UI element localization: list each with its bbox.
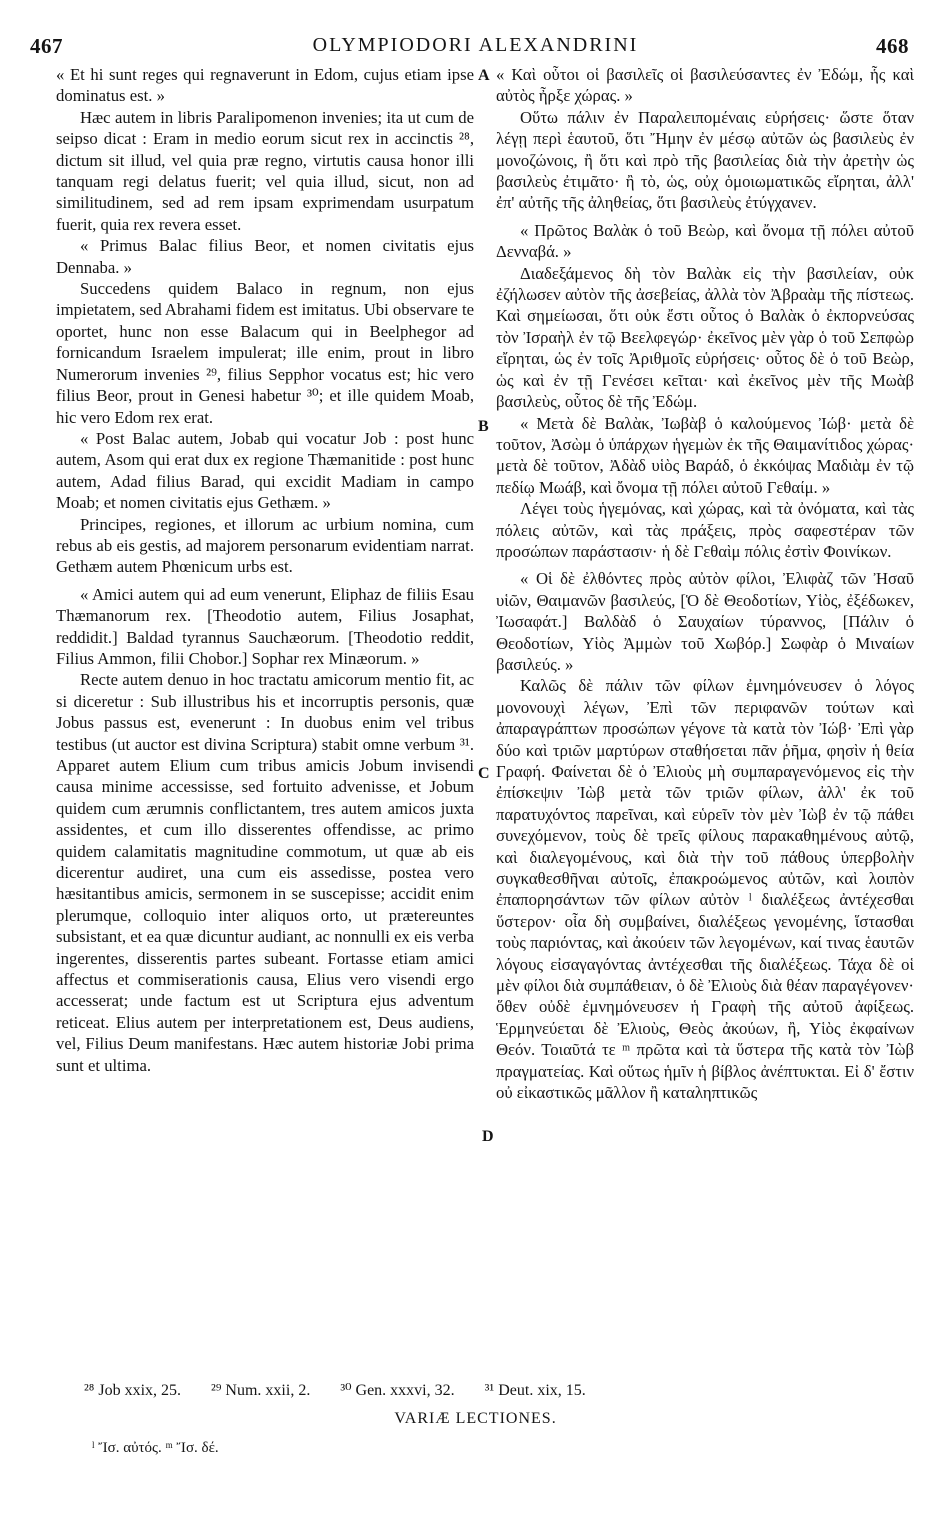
latin-paragraph: « Amici autem qui ad eum venerunt, Eliphaz de filiis Esau Thæmanorum rex. [Theodotio autem, Filius Josaphat, reddidit.] Baldad tyrannus Sauchæorum. [Theodotio reddit, Filius Ammon, filii Chobor.] Sophar rex Minæorum. » — [56, 584, 474, 668]
greek-column — [496, 64, 914, 1104]
greek-paragraph: « Πρῶτος Βαλὰκ ὁ τοῦ Βεὼρ, καὶ ὄνομα τῇ πόλει αὐτοῦ Δενναβά. » — [496, 220, 914, 262]
greek-paragraph: Λέγει τοὺς ἡγεμόνας, καὶ χώρας, καὶ τὰ ὀνόματα, καὶ τὰς πόλεις αὐτῶν, καὶ τὰς πράξεις, πρὸς σαφεστέραν τῶν προσώπων παράστασιν· ἡ δὲ Γεθαὶμ πόλις ἐστὶν Φοινίκων. — [496, 499, 914, 561]
latin-paragraph: Succedens quidem Balaco in regnum, non ejus impietatem, sed Abrahami fidem est imitatus. Ubi observare te oportet, hunc non esse Balacum qui in Beelphegor ad fornicandum Israelem impulerat; ille enim, prout in libro Numerorum invenies ²⁹, filius Sepphor vocatus est; hic vero filius Beor, prout in Genesi habetur ³⁰; et ille quidem Moab, hic vero Edom rex erat. — [56, 279, 475, 427]
greek-paragraph: « Καὶ οὗτοι οἱ βασιλεῖς οἱ βασιλεύσαντες ἐν Ἐδώμ, ἧς καὶ αὐτὸς ἦρξε χώρας. » — [496, 65, 914, 106]
latin-paragraph: Hæc autem in libris Paralipomenon invenies; ita ut cum de seipso dicat : Eram in medio eorum sicut rex in accinctis ²⁸, dictum sit illud, vel quia præ regno, virtutis causa honor illi tanquam regi delatus fuerit; vel quia illud, sicut, non ad similitudinem, sed ad rem ipsam exprimendam usurpatum fuerit, quia rex revera esset. — [56, 107, 474, 234]
page-header — [0, 34, 951, 60]
latin-column — [56, 64, 474, 1076]
latin-paragraph: « Et hi sunt reges qui regnaverunt in Edom, cujus etiam ipse dominatus est. » — [56, 65, 474, 106]
greek-paragraph: Οὕτω πάλιν ἐν Παραλειπομέναις εὑρήσεις· ὥστε ὅταν λέγῃ περὶ ἑαυτοῦ, ὅτι Ἤμην ἐν μέσῳ αὐτῶν ὡς βασιλεὺς ἐν μονοζώνοις, ἢ ὅτι καὶ πρὸ τῆς βασιλείας διὰ τὴν ἀρετὴν ὡς βασιλεὺς ἐτιμᾶτο· ἢ τὸ, ὡς, οὐχ ὁμοιωματικῶς εἴρηται, ἀλλ' ἐπ' αὐτῆς τῆς ἀληθείας, ὅτι βασιλεὺς ἐτύγχανεν. — [496, 107, 914, 213]
page-number-left: 467 — [30, 34, 63, 58]
latin-paragraph: Principes, regiones, et illorum ac urbium nomina, cum rebus ab eis gestis, ad majorem personarum evidentiam narrat. Gethæm autem Phœnicum urbs est. — [56, 514, 474, 577]
section-marker-a: A — [478, 67, 490, 84]
footnote: ²⁸ Job xxix, 25. — [84, 1382, 182, 1399]
greek-paragraph: « Μετὰ δὲ Βαλὰκ, Ἰωβὰβ ὁ καλούμενος Ἰώβ· μετὰ δὲ τοῦτον, Ἀσὼμ ὁ ὑπάρχων ἡγεμὼν ἐκ τῆς Θαιμανίτιδος χώρας· μετὰ δὲ τοῦτον, Ἀδὰδ υἱὸς Βαράδ, ὁ ἐκκόψας Μαδιὰμ ἐν τῷ πεδίῳ Μωάβ, καὶ ὄνομα τῇ πόλει αὐτοῦ Γεθαίμ. » — [496, 413, 914, 497]
section-marker-c: C — [478, 765, 490, 782]
variae-lectiones-text: ˡ Ἴσ. αὐτός. ᵐ Ἴσ. δέ. — [92, 1440, 219, 1456]
latin-paragraph: Recte autem denuo in hoc tractatu amicorum mentio fit, ac si diceretur : Sub illustribus his et incorruptis personis, quæ Jobus passus est, evenerunt : In duobus enim vel tribus testibus (ut auctor est divina Scriptura) stabit omne verbum ³¹. Apparet autem Elium cum tribus amicis Jobum invisendi causa minime accessisse, sed fortuito advenisse, et Jobum quidem cum ærumnis conflictantem, tres autem amicos juxta assidentes, et cum illo disserentes offendisse, ac primo quidem calamitatis magnitudine commotum, ut quæ ab eis dicerentur audiret, una cum eis assedisse, postea vero hæsitantibus amicis, sermonem in se suscepisse; accidit enim plerumque, colloquio inter aliquos orto, ut prætereuntes subsistant, et ea quæ dicuntur audiant, ac nonnulli ex eis verba ingerentes, disserentis partes subeant. Fortasse etiam amici affectus et commiserationis causa, Elius vero visendi ergo accesserat; unde factum est ut Scriptura ejus adventum reticeat. Elius autem per interpretationem est, Deus audiens, vel, Filius Deum manifestans. Hæc autem historiæ Jobi prima sunt et ultima. — [56, 670, 474, 1075]
page-number-right: 468 — [876, 34, 909, 58]
running-title: OLYMPIODORI ALEXANDRINI — [312, 34, 639, 56]
section-marker-d: D — [482, 1128, 494, 1145]
footnote: ³⁰ Gen. xxxvi, 32. — [340, 1382, 455, 1399]
footnote: ²⁹ Num. xxii, 2. — [211, 1382, 311, 1399]
variae-lectiones-heading: VARIÆ LECTIONES. — [394, 1410, 557, 1427]
greek-paragraph: Διαδεξάμενος δὴ τὸν Βαλὰκ εἰς τὴν βασιλείαν, οὐκ ἐζήλωσεν αὐτὸν τῆς ἀσεβείας, ἀλλὰ τὸν Ἀβραὰμ τῆς πίστεως. Καὶ σημείωσαι, ὅτι οὐκ ἔστι οὗτος ὁ Βαλὰκ ὁ ἐκπορνεύσας τὸν Ἰσραὴλ ἐν τῷ Βεελφεγώρ· ἐκεῖνος μὲν γὰρ ὁ τοῦ Σεπφὼρ εἴρηται, ὡς ἐν τοῖς Ἀριθμοῖς εὑρήσεις· οὗτος δὲ ὁ τοῦ Βεὼρ, ὡς καὶ ἐν τῇ Γενέσει κεῖται· καὶ ἐκεῖνος μὲν τῆς Μωὰβ βασιλεὺς, οὗτος δὲ τῆς Ἐδώμ. — [496, 263, 914, 412]
section-marker-b: B — [478, 418, 489, 435]
latin-paragraph: « Post Balac autem, Jobab qui vocatur Job : post hunc autem, Asom qui erat dux ex regione Thæmanitide : post hunc autem, Adad filius Barad, qui excidit Madiam in campo Moab; et nomen civitatis ejus Gethæm. » — [56, 428, 474, 513]
greek-paragraph: Καλῶς δὲ πάλιν τῶν φίλων ἐμνημόνευσεν ὁ λόγος μονονουχὶ λέγων, Ἐπὶ τῶν περιφανῶν τούτων καὶ ἀπαραγράπτων προσώπων γέγονε τὰ κατὰ τὸν Ἰώβ· Ἐπὶ γὰρ δύο καὶ τριῶν μαρτύρων σταθήσεται πᾶν ῥῆμα, φησὶν ἡ θεία Γραφή. Φαίνεται δὲ ὁ Ἐλιοὺς μὴ συμπαραγενόμενος εἰς τὴν ἐπίσκεψιν Ἰὼβ μετὰ τῶν τριῶν φίλων, ἀλλ' ἐκ τοῦ παρατυχόντος παρεῖναι, καὶ εὑρεῖν τὸν μὲν Ἰὼβ ἐν τῷ πάθει συνεχόμενον, τοὺς δὲ τρεῖς φίλους παρακαθημένους αὐτῷ, καὶ διαλεγομένους, καὶ διὰ τὴν τοῦ πάθους ὑπερβολὴν συγκαθεσθῆναι αὐτοῖς, ἐπακροώμενος αὐτῶν, καὶ λοιπὸν ἐπαπορησάντων τῶν φίλων αὐτὸν ˡ διαλέξεως ἀντέχεσθαι ὕστερον· οἷα δὴ συμβαίνει, διαλέξεως γενομένης, ἵστασθαι τοὺς παριόντας, καὶ ἀκούειν τῶν λεγομένων, καί τινας ἑαυτῶν λόγους εἰσαγαγόντας ἀντέχεσθαι τῆς διαλέξεως. Τάχα δὲ οἱ μὲν φίλοι διὰ συμπάθειαν, ὁ δὲ Ἐλιοὺς διὰ θέαν παραγέγονεν· ὅθεν οὐδὲ ἐμνημόνευσεν ἡ Γραφὴ τῆς αὐτοῦ ἀφίξεως. Ἑρμηνεύεται δὲ Ἐλιοὺς, Θεὸς ἀκούων, ἢ, Υἱὸς ἐκφαίνων Θεόν. Τοιαῦτά τε ᵐ πρῶτα καὶ τὰ ὕστερα τῆς κατὰ τὸν Ἰὼβ πραγματείας. Καὶ οὕτως ἡμῖν ἡ βίβλος ἀνέπτυκται. Εἰ δ' ἔστιν οὐ εἰκαστικῶς μᾶλλον ἢ καταληπτικῶς — [496, 676, 914, 1103]
footnote: ³¹ Deut. xix, 15. — [484, 1382, 586, 1399]
greek-paragraph: « Οἱ δὲ ἐλθόντες πρὸς αὐτὸν φίλοι, Ἐλιφὰζ τῶν Ἠσαῦ υἱῶν, Θαιμανῶν βασιλεύς, [Ὁ δὲ Θεοδοτίων, Υἱὸς, ἐξέδωκεν, Ἰωσαφάτ.] Βαλδὰδ ὁ Σαυχαίων τύραννος, [Πάλιν ὁ Θεοδοτίων, Υἱὸς Ἀμμὼν τοῦ Χωβόρ.] Σωφὰρ ὁ Μιναίων βασιλεύς. » — [496, 569, 914, 674]
footnotes — [84, 1380, 612, 1400]
latin-paragraph: « Primus Balac filius Beor, et nomen civitatis ejus Dennaba. » — [56, 236, 474, 277]
